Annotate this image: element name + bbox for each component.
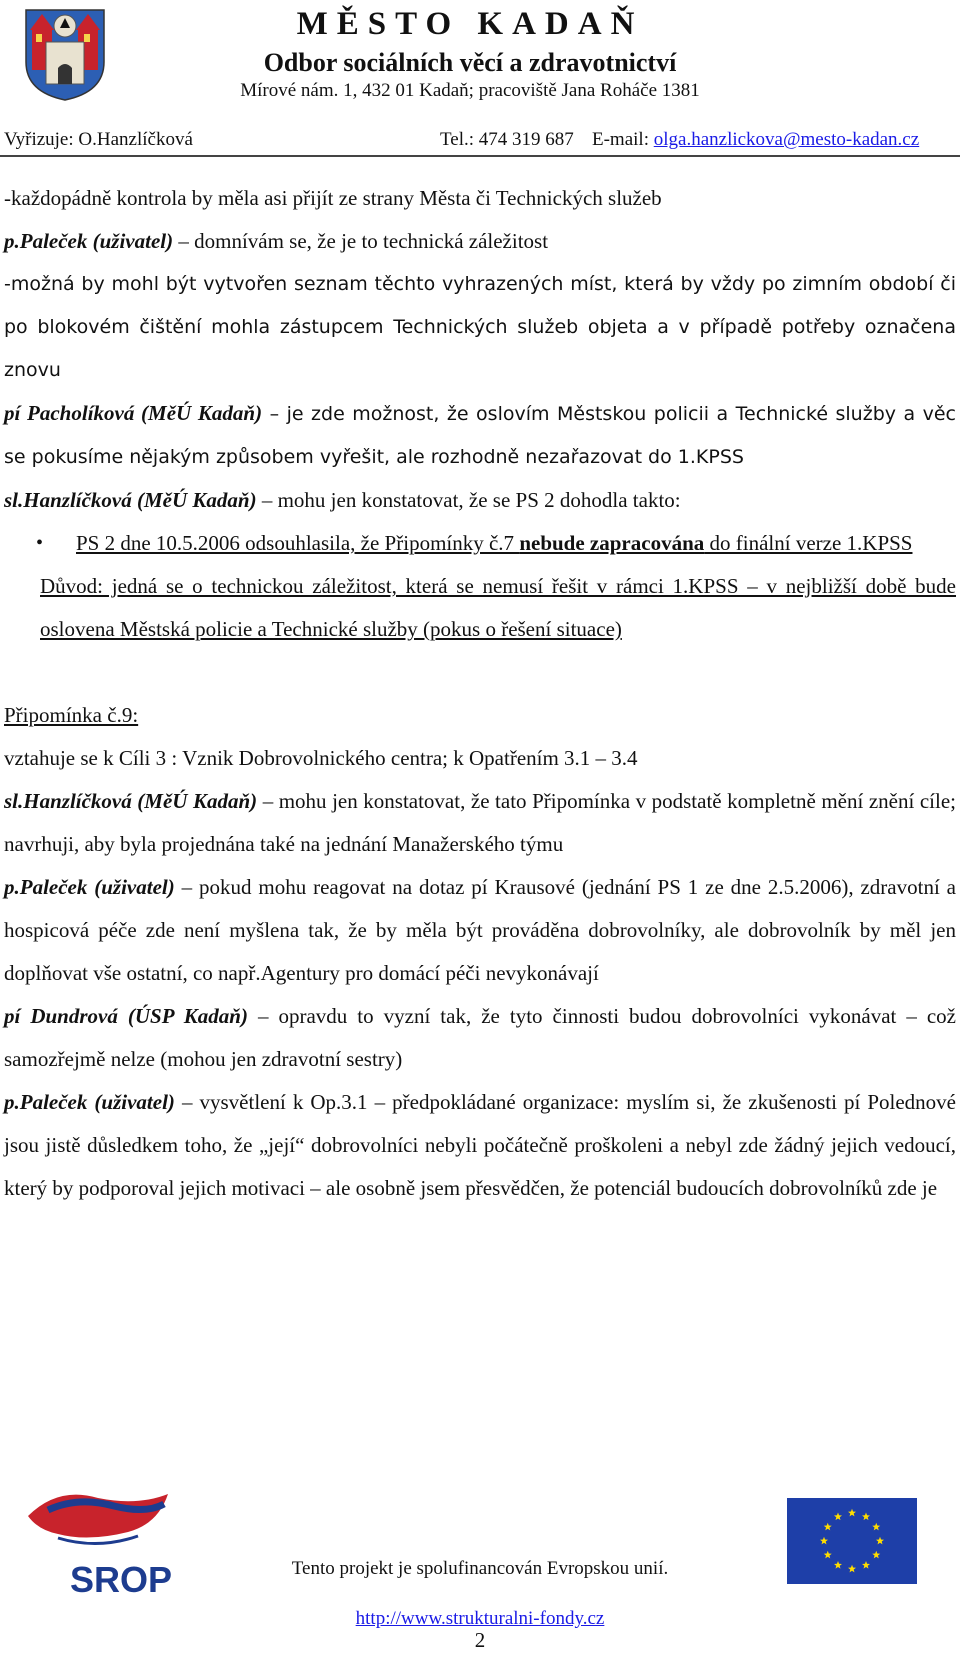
city-coat-of-arms-logo <box>22 4 108 102</box>
paragraph <box>4 866 956 995</box>
paragraph <box>4 995 956 1081</box>
email-link[interactable]: olga.hanzlickova@mesto-kadan.cz <box>653 129 920 150</box>
paragraph: -každopádně kontrola by měla asi přijít ze strany Města či Technických služeb <box>4 186 662 210</box>
speaker-name: p.Paleček (uživatel) <box>4 1090 175 1114</box>
structural-funds-link[interactable]: http://www.strukturalni-fondy.cz <box>355 1608 605 1629</box>
speaker-name: sl.Hanzlíčková (MěÚ Kadaň) <box>4 789 258 813</box>
speaker-statement: – pokud mohu reagovat na dotaz pí Krausové (jednání PS 1 ze dne 2.5.2006), zdravotní a hospicová péče zde není myšlena tak, že by měla být prováděna dobrovolníky, ale dobrovolník by měl jen doplňovat vše ostatní, co např.Agentury pro domácí péči nevykonávají <box>4 875 956 985</box>
paragraph <box>4 479 956 522</box>
department-name: Odbor sociálních věcí a zdravotnictví <box>263 48 677 77</box>
paragraph <box>4 1081 956 1210</box>
eu-flag-icon <box>787 1498 917 1584</box>
bullet-emphasis: nebude zapracována <box>519 531 705 555</box>
speaker-statement: – mohu jen konstatovat, že tato Připomínka v podstatě kompletně mění znění cíle; navrhuji, aby byla projednána také na jednání Manažerského týmu <box>4 789 956 856</box>
speaker-name: pí Dundrová (ÚSP Kadaň) <box>4 1004 248 1028</box>
document-body <box>4 177 956 1210</box>
city-name: MĚSTO KADAŇ <box>296 6 644 42</box>
bullet-text: do finální verze 1.KPSS <box>704 531 913 555</box>
speaker-statement: – opravdu to vyzní tak, že tyto činnosti budou dobrovolníci vykonávat – což samozřejmě nelze (mohou jen zdravotní sestry) <box>4 1004 957 1071</box>
bullet-item <box>4 522 956 565</box>
speaker-statement: – vysvětlení k Op.3.1 – předpokládané organizace: myslím si, že zkušenosti pí Polednové jsou jistě důsledkem toho, že „její“ dobrovolníci nebyli počátečně proškoleni a nebyl zde žádný jejich vedoucí, který by podporoval jejich motivaci – ale osobně jsem přesvědčen, že potenciál budoucích dobrovolníků zde je <box>4 1090 956 1200</box>
remark-subject: vztahuje se k Cíli 3 : Vznik Dobrovolnického centra; k Opatřením 3.1 – 3.4 <box>4 746 638 770</box>
paragraph <box>4 780 956 866</box>
spacer <box>4 651 956 694</box>
header-divider <box>0 155 960 157</box>
srop-logo-text: SROP <box>70 1559 173 1600</box>
page-number: 2 <box>474 1628 486 1652</box>
reason-note: Důvod: jedná se o technickou záležitost, která se nemusí řešit v rámci 1.KPSS – v nejbližší době bude oslovena Městská policie a Technické služby (pokus o řešení situace) <box>40 574 956 641</box>
srop-logo <box>18 1476 218 1606</box>
paragraph <box>4 392 956 479</box>
speaker-name: p.Paleček (uživatel) <box>4 875 175 899</box>
bullet-text: PS 2 dne 10.5.2006 odsouhlasila, že Připomínky č.7 <box>76 531 520 555</box>
contact-email <box>592 129 919 151</box>
email-label: E-mail: <box>592 129 654 150</box>
speaker-name: sl.Hanzlíčková (MěÚ Kadaň) <box>4 488 257 512</box>
funding-note: Tento projekt je spolufinancován Evropskou unií. <box>291 1558 669 1579</box>
speaker-statement: – mohu jen konstatovat, že se PS 2 dohodla takto: <box>256 488 681 512</box>
contact-person: Vyřizuje: O.Hanzlíčková <box>4 129 193 150</box>
speaker-statement: – domnívám se, že je to technická záležitost <box>173 229 549 253</box>
office-address: Mírové nám. 1, 432 01 Kadaň; pracoviště Jana Roháče 1381 <box>240 80 700 101</box>
speaker-statement: – je zde možnost, že oslovím Městskou policii a Technické služby a věc se pokusíme nějakým způsobem vyřešit, ale rozhodně nezařazovat do 1.KPSS <box>4 403 957 468</box>
contact-phone: Tel.: 474 319 687 <box>440 129 574 150</box>
speaker-name: pí Pacholíková (MěÚ Kadaň) <box>4 401 263 425</box>
remark-title: Připomínka č.9: <box>4 703 139 727</box>
paragraph: -možná by mohl být vytvořen seznam těchto vyhrazených míst, která by vždy po zimním období či po blokovém čištění mohla zástupcem Technických služeb objeta a v případě potřeby označena znovu <box>4 273 956 381</box>
paragraph <box>4 220 956 263</box>
speaker-name: p.Paleček (uživatel) <box>4 229 174 253</box>
